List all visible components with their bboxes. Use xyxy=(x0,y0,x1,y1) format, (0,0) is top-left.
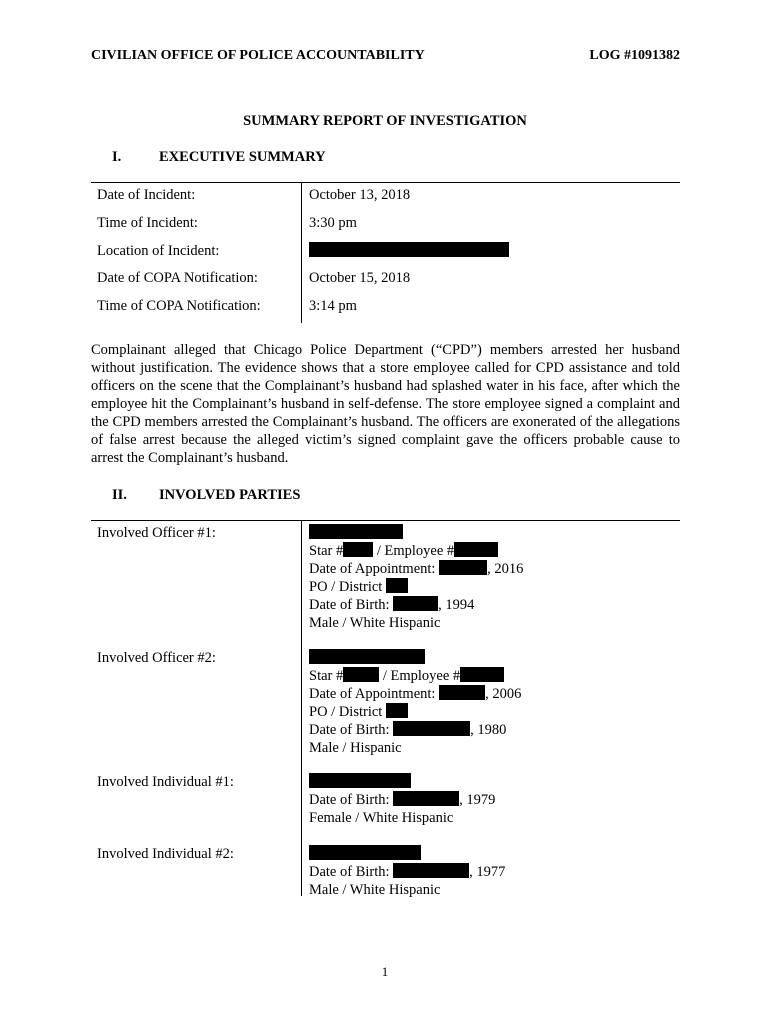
involved-individual-2-label: Involved Individual #2: xyxy=(97,846,234,862)
parties-divider xyxy=(301,520,302,896)
redaction-bar xyxy=(393,596,438,611)
section-title: EXECUTIVE SUMMARY xyxy=(159,149,326,165)
date-of-incident-label: Date of Incident: xyxy=(97,187,196,203)
involved-officer-2-details xyxy=(309,649,521,757)
redaction-bar xyxy=(386,703,408,718)
appointment-line: Date of Appointment: , 2006 xyxy=(309,686,522,702)
location-of-incident-label: Location of Incident: xyxy=(97,243,220,259)
date-of-incident-value: October 13, 2018 xyxy=(309,187,411,203)
demographics-line: Male / White Hispanic xyxy=(309,615,441,631)
involved-individual-2-details xyxy=(309,845,505,899)
redaction-bar xyxy=(309,845,421,860)
copa-notification-time-value: 3:14 pm xyxy=(309,298,357,314)
log-number: LOG #1091382 xyxy=(589,48,680,63)
involved-officer-1-label: Involved Officer #1: xyxy=(97,525,216,541)
redaction-bar xyxy=(454,542,498,557)
agency-header: CIVILIAN OFFICE OF POLICE ACCOUNTABILITY xyxy=(91,48,425,63)
redaction-bar xyxy=(309,649,425,664)
section-number: II. xyxy=(112,487,127,503)
redaction-bar xyxy=(439,685,485,700)
dob-line: Date of Birth: , 1979 xyxy=(309,792,496,808)
redaction-bar xyxy=(393,721,470,736)
redaction-bar xyxy=(393,791,459,806)
star-employee-line: Star # / Employee # xyxy=(309,667,521,685)
redaction-bar xyxy=(309,242,509,257)
redaction-bar xyxy=(309,524,403,539)
dob-line: Date of Birth: , 1980 xyxy=(309,722,507,738)
report-title: SUMMARY REPORT OF INVESTIGATION xyxy=(243,113,527,129)
section-heading-involved-parties xyxy=(112,486,300,504)
table-divider xyxy=(301,182,302,323)
appointment-line: Date of Appointment: , 2016 xyxy=(309,561,524,577)
demographics-line: Female / White Hispanic xyxy=(309,810,454,826)
involved-officer-1-details xyxy=(309,524,523,632)
location-of-incident-value xyxy=(309,242,509,260)
star-employee-line: Star # / Employee # xyxy=(309,542,523,560)
demographics-line: Male / White Hispanic xyxy=(309,882,441,898)
redaction-bar xyxy=(309,773,411,788)
copa-notification-date-value: October 15, 2018 xyxy=(309,270,411,286)
table-top-rule xyxy=(91,182,680,183)
parties-top-rule xyxy=(91,520,680,521)
time-of-incident-value: 3:30 pm xyxy=(309,215,357,231)
dob-line: Date of Birth: , 1994 xyxy=(309,597,475,613)
redaction-bar xyxy=(386,578,408,593)
district-line: PO / District xyxy=(309,578,523,596)
executive-summary-paragraph: Complainant alleged that Chicago Police Department (“CPD”) members arrested her husband without justification. The evidence shows that a store employee called for CPD assistance and told officers on the scene that the Complainant’s husband had splashed water in his face, after which the employee hit the Complainant’s husband in self-defense. The store employee signed a complaint and the CPD members arrested the Complainant’s husband. The officers are exonerated of the allegations of false arrest because the alleged victim’s signed complaint gave the officers probable cause to arrest the Complainant’s husband. xyxy=(91,342,680,466)
name-line xyxy=(309,524,523,542)
demographics-line: Male / Hispanic xyxy=(309,740,402,756)
redaction-bar xyxy=(393,863,469,878)
redaction-bar xyxy=(439,560,487,575)
redaction-bar xyxy=(460,667,504,682)
redaction-bar xyxy=(343,667,379,682)
district-line: PO / District xyxy=(309,703,521,721)
time-of-incident-label: Time of Incident: xyxy=(97,215,198,231)
name-line xyxy=(309,845,505,863)
copa-notification-date-label: Date of COPA Notification: xyxy=(97,270,258,286)
involved-individual-1-details xyxy=(309,773,495,827)
name-line xyxy=(309,649,521,667)
involved-individual-1-label: Involved Individual #1: xyxy=(97,774,234,790)
redaction-bar xyxy=(343,542,373,557)
section-heading-executive-summary xyxy=(112,148,326,166)
section-title: INVOLVED PARTIES xyxy=(159,487,301,503)
page-number: 1 xyxy=(381,964,389,979)
section-number: I. xyxy=(112,149,122,165)
dob-line: Date of Birth: , 1977 xyxy=(309,864,506,880)
involved-officer-2-label: Involved Officer #2: xyxy=(97,650,216,666)
name-line xyxy=(309,773,495,791)
copa-notification-time-label: Time of COPA Notification: xyxy=(97,298,261,314)
